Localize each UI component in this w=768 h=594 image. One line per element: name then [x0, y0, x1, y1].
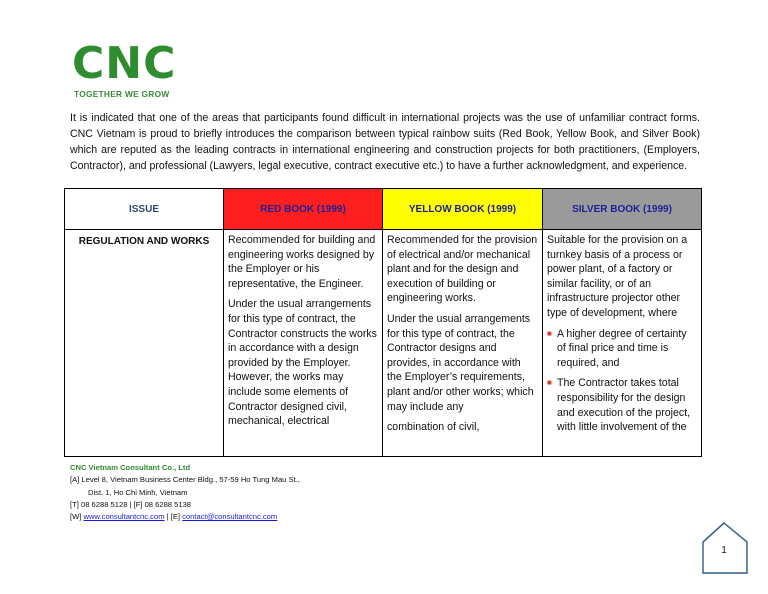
footer-web-email: [70, 511, 300, 523]
silver-book-cell: [543, 230, 702, 457]
silver-bullet-text: A higher degree of certainty of final price and time is required, and: [557, 327, 687, 369]
row-label: REGULATION AND WORKS: [78, 236, 210, 247]
footer-email-prefix: | [E]: [164, 512, 183, 522]
footer-web-prefix: [W]: [70, 512, 84, 522]
email-link[interactable]: contact@consultantcnc.com: [182, 512, 278, 522]
header-yellow-book: YELLOW BOOK (1999): [383, 189, 543, 230]
list-item: [547, 327, 697, 371]
page-curl-icon: [700, 520, 750, 576]
footer-phone: [T] 08 6288 5128 | [F] 08 6288 5138: [70, 499, 192, 509]
silver-bullet-text: The Contractor takes total responsibility for the design and execution of the project, with little involvement of the: [557, 377, 691, 434]
page-number: 1: [721, 545, 727, 556]
header-issue: ISSUE: [65, 189, 224, 230]
yellow-book-paragraph: combination of civil,: [387, 421, 480, 434]
red-book-paragraph: Under the usual arrangements for this type of contract, the Contractor constructs the works in accordance with a design provided by the Employer. However, the works may include some elements of Contractor designed civil, mechanical, electrical: [228, 298, 377, 428]
company-footer: [70, 462, 300, 523]
footer-company-name: CNC Vietnam Consultant Co., Ltd: [70, 463, 191, 472]
cnc-logo: [70, 38, 182, 100]
logo-tagline: TOGETHER WE GROW: [74, 89, 170, 99]
yellow-book-paragraph: Recommended for the provision of electrical and/or mechanical plant and for the design and execution of building or engineering works.: [387, 234, 538, 305]
page-number-badge: [700, 520, 750, 576]
footer-address-line2: Dist. 1, Ho Chi Minh, Vietnam: [88, 487, 188, 497]
list-item: [547, 376, 697, 434]
yellow-book-paragraph: Under the usual arrangements for this type of contract, the Contractor designs and provides, in accordance with the Employer’s requirements, plant and/or other works; which may include any: [387, 312, 534, 413]
website-link[interactable]: www.consultantcnc.com: [83, 512, 165, 522]
logo-wordmark: CNC: [72, 38, 177, 89]
comparison-table: [64, 188, 702, 457]
header-silver-book: SILVER BOOK (1999): [543, 189, 702, 230]
table-row: [65, 230, 702, 457]
silver-book-intro: Suitable for the provision on a turnkey basis of a process or power plant, of a factory or similar facility, or of an infrastructure projector other type of development, where: [547, 234, 688, 319]
table-header-row: [65, 189, 702, 230]
yellow-book-cell: [383, 230, 543, 457]
intro-paragraph: It is indicated that one of the areas that participants found difficult in international projects was the use of unfamiliar contract forms. CNC Vietnam is proud to briefly introduces the comparison between typical rainbow suits (Red Book, Yellow Book, and Silver Book) which are reputed as the leading contracts in international engineering and construction projects for both practitioners, (Employers, Contractor), and professional (Lawyers, legal executive, contract executive etc.) to have a further acknowledgment, and experience.: [70, 112, 700, 172]
row-label-cell: [65, 230, 224, 457]
red-book-paragraph: Recommended for building and engineering works designed by the Employer or his representative, the Engineer.: [228, 234, 376, 290]
red-book-cell: [224, 230, 383, 457]
square-bullet-icon: ■: [547, 378, 552, 388]
header-red-book: RED BOOK (1999): [224, 189, 383, 230]
footer-address-line1: [A] Level 8, Vietnam Business Center Bldg., 57-59 Ho Tung Mau St.,: [70, 475, 300, 485]
square-bullet-icon: ■: [547, 328, 552, 338]
